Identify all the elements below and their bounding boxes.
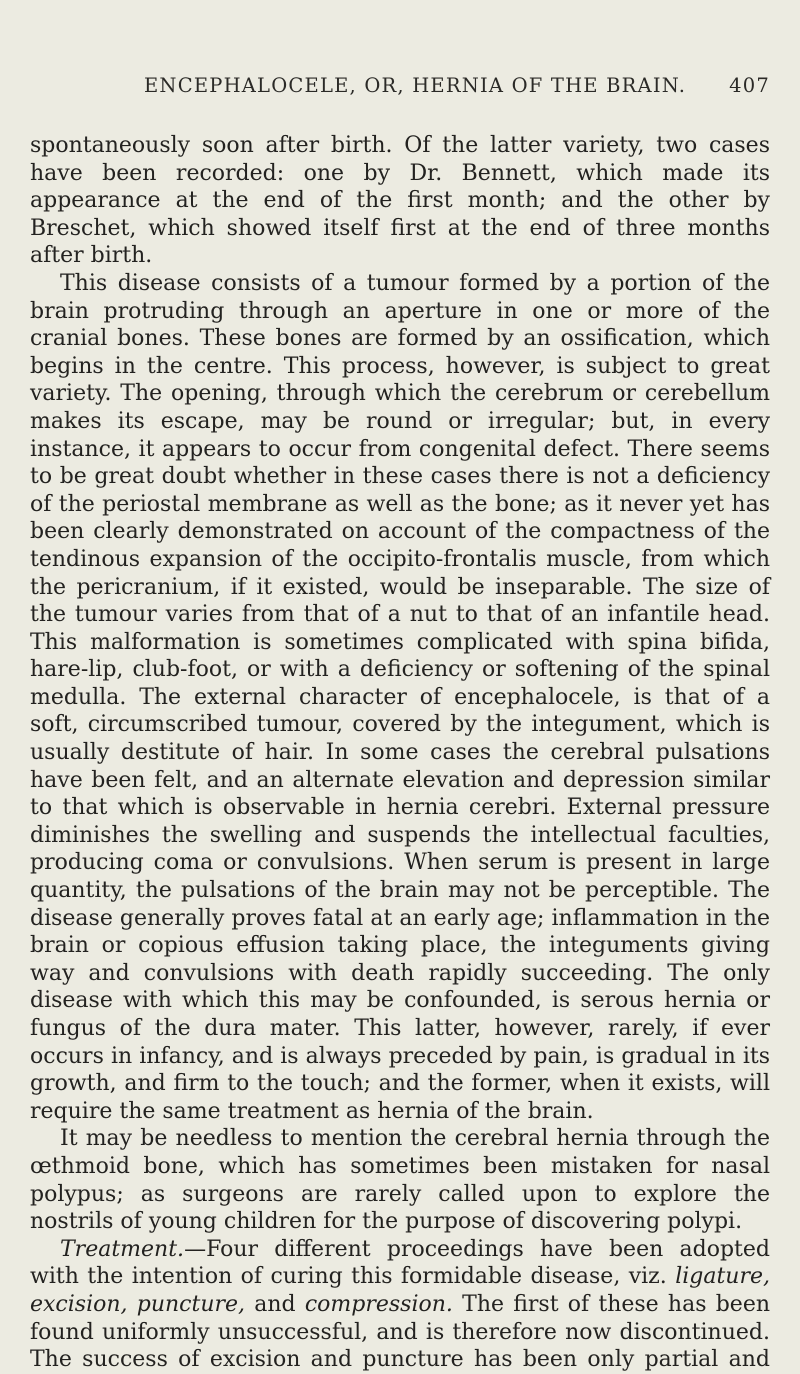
treatment-text-a: —Four different proceedings have been adopted with the intention of curing this formidable disease, viz. xyxy=(30,1236,770,1290)
treatment-text-c: The first of these has been found uniformly unsuccessful, and is therefore now discontinued. The success of excision and puncture has been only partial and xyxy=(30,1291,771,1373)
treatment-term-excision-puncture: excision, puncture, xyxy=(30,1291,246,1317)
running-head xyxy=(30,74,770,102)
paragraph-treatment xyxy=(30,1236,770,1374)
treatment-term-compression: compression. xyxy=(304,1291,453,1317)
page-number: 407 xyxy=(729,74,770,97)
paragraph-continuation: spontaneously soon after birth. Of the latter variety, two cases have been recorded: one by Dr. Bennett, which made its appearance at the end of the first month; and the other by Breschet, which showed itself first at the end of three months after birth. xyxy=(30,133,770,269)
body-text xyxy=(30,132,770,1374)
paragraph-disease-description: This disease consists of a tumour formed by a portion of the brain protruding through an aperture in one or more of the cranial bones. These bones are formed by an ossification, which begins in the centre. This process, however, is subject to great variety. The opening, through which the cerebrum or cerebellum makes its escape, may be round or irregular; but, in every instance, it appears to occur from congenital defect. There seems to be great doubt whether in these cases there is not a deficiency of the periostal membrane as well as the bone; as it never yet has been clearly demonstrated on account of the compactness of the tendinous expansion of the occipito-frontalis muscle, from which the pericranium, if it existed, would be inseparable. The size of the tumour varies from that of a nut to that of an infantile head. This malformation is sometimes complicated with spina bifida, hare-lip, club-foot, or with a deficiency or softening of the spinal medulla. The external character of encephalocele, is that of a soft, circumscribed tumour, covered by the integument, which is usually destitute of hair. In some cases the cerebral pulsations have been felt, and an alternate elevation and depression similar to that which is observable in hernia cerebri. External pressure diminishes the swelling and suspends the intellectual faculties, producing coma or convulsions. When serum is present in large quantity, the pulsations of the brain may not be perceptible. The disease generally proves fatal at an early age; inflammation in the brain or copious effusion taking place, the integuments giving way and convulsions with death rapidly succeeding. The only disease with which this may be confounded, is serous hernia or fungus of the dura mater. This latter, however, rarely, if ever occurs in infancy, and is always preceded by pain, is gradual in its growth, and firm to the touch; and the former, when it exists, will require the same treatment as hernia of the brain. xyxy=(30,270,770,1124)
paragraph-ethmoid-hernia: It may be needless to mention the cerebral hernia through the œthmoid bone, which has sometimes been mistaken for nasal polypus; as surgeons are rarely called upon to explore the nostrils of young children for the purpose of discovering polypi. xyxy=(30,1126,770,1235)
treatment-term-ligature: ligature, xyxy=(675,1264,770,1290)
treatment-heading: Treatment. xyxy=(60,1236,185,1262)
treatment-text-b: and xyxy=(245,1291,305,1317)
running-title: ENCEPHALOCELE, OR, HERNIA OF THE BRAIN. xyxy=(144,74,687,97)
